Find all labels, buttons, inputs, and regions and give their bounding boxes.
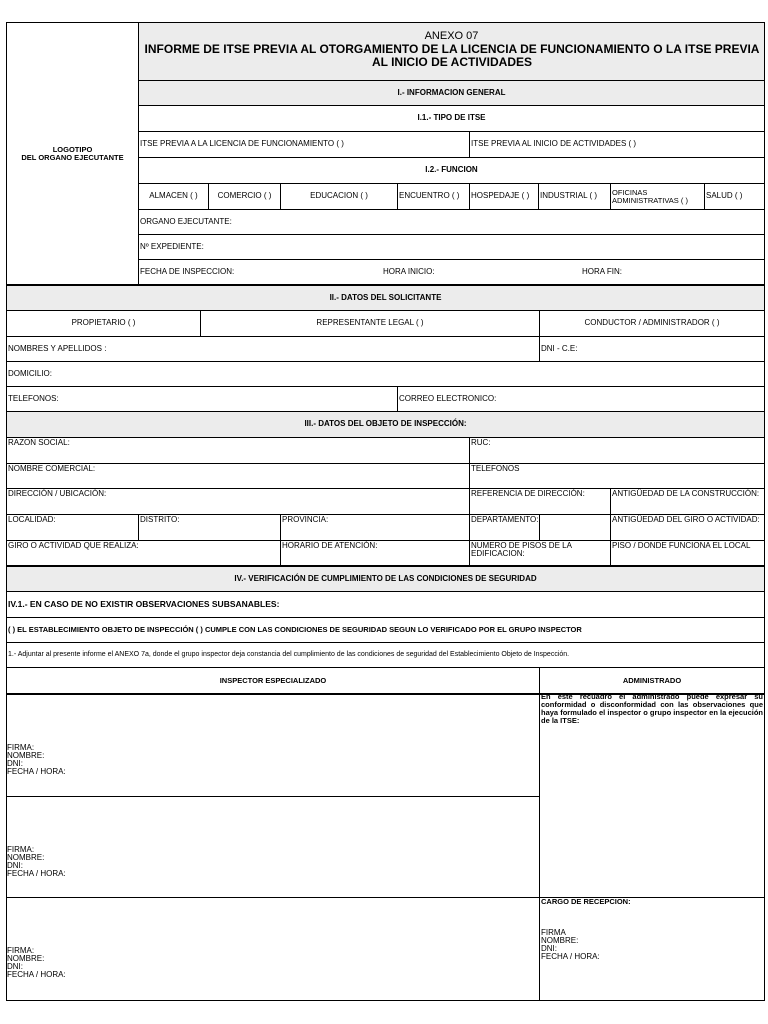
dni-label: DNI: <box>7 759 23 768</box>
propietario-option[interactable]: PROPIETARIO ( ) <box>71 318 136 328</box>
fecha-hora-label: FECHA / HORA: <box>541 952 600 961</box>
anexo-note: 1.- Adjuntar al presente informe el ANEXO 7a, donde el grupo inspector deja constancia del cumplimiento de las condiciones de seguridad del Establecimiento Objeto de Inspección. <box>8 651 570 659</box>
section-2-title: II.- DATOS DEL SOLICITANTE <box>7 286 764 310</box>
funcion-oficinas[interactable] <box>611 187 704 207</box>
correo-field[interactable]: CORREO ELECTRONICO: <box>399 393 497 403</box>
hora-inicio-field[interactable]: HORA INICIO: <box>383 266 435 276</box>
fecha-hora-label: FECHA / HORA: <box>7 767 66 776</box>
distrito-field[interactable]: DISTRITO: <box>140 515 180 524</box>
nombres-field[interactable]: NOMBRES Y APELLIDOS : <box>8 343 107 353</box>
nombre-label: NOMBRE: <box>7 751 45 760</box>
administrado-signature[interactable] <box>540 929 740 963</box>
antiguedad-giro-field[interactable]: ANTIGÜEDAD DEL GIRO O ACTIVIDAD: <box>612 515 760 524</box>
pisos-field[interactable]: NUMERO DE PISOS DE LA EDIFICACION: <box>471 541 572 559</box>
logo-line2: DEL ORGANO EJECUTANTE <box>21 153 124 162</box>
nombre-label: NOMBRE: <box>7 954 45 963</box>
fecha-inspeccion-field[interactable]: FECHA DE INSPECCION: <box>140 266 235 276</box>
inspector-header: INSPECTOR ESPECIALIZADO <box>219 675 327 685</box>
funcion-salud[interactable]: SALUD ( ) <box>706 191 743 201</box>
departamento-field[interactable]: DEPARTAMENTO: <box>471 515 539 524</box>
funcion-encuentro[interactable]: ENCUENTRO ( ) <box>399 191 460 201</box>
inspector-signature-3[interactable] <box>7 947 207 981</box>
section-4-title: IV.- VERIFICACIÓN DE CUMPLIMIENTO DE LAS CONDICIONES DE SEGURIDAD <box>7 567 764 591</box>
section-1-title: I.- INFORMACION GENERAL <box>139 81 764 105</box>
itse-inicio-option[interactable]: ITSE PREVIA AL INICIO DE ACTIVIDADES ( ) <box>471 139 637 149</box>
logo-line1: LOGOTIPO <box>52 145 93 155</box>
logo-placeholder <box>7 140 138 168</box>
dni-field[interactable]: DNI - C.E: <box>541 343 578 353</box>
giro-field[interactable]: GIRO O ACTIVIDAD QUE REALIZA: <box>8 541 139 550</box>
referencia-field[interactable]: REFERENCIA DE DIRECCIÓN: <box>471 489 585 498</box>
fecha-hora-label: FECHA / HORA: <box>7 869 66 878</box>
tipo-itse-title: I.1.- TIPO DE ITSE <box>417 113 486 123</box>
oficinas-line2: ADMINISTRATIVAS ( ) <box>612 196 688 205</box>
telefonos-field[interactable]: TELEFONOS: <box>8 393 59 403</box>
representante-option[interactable]: REPRESENTANTE LEGAL ( ) <box>316 318 424 328</box>
firma-label: FIRMA <box>541 929 566 937</box>
page-title: INFORME DE ITSE PREVIA AL OTORGAMIENTO DE LA LICENCIA DE FUNCIONAMIENTO O LA ITSE PREVIA AL INICIO DE ACTIVIDADES <box>144 42 760 69</box>
funcion-almacen[interactable]: ALMACEN ( ) <box>149 191 198 201</box>
inspector-signature-2[interactable] <box>7 846 207 880</box>
funcion-title: I.2.- FUNCION <box>425 165 478 175</box>
horario-field[interactable]: HORARIO DE ATENCIÓN: <box>282 541 378 550</box>
domicilio-field[interactable]: DOMICILIO: <box>8 368 53 378</box>
cargo-recepcion-label: CARGO DE RECEPCION: <box>541 898 631 906</box>
inspector-signature-1[interactable] <box>7 744 207 778</box>
direccion-field[interactable]: DIRECCIÓN / UBICACIÓN: <box>8 489 107 498</box>
observaciones-subtitle: IV.1.- EN CASO DE NO EXISTIR OBSERVACIONES SUBSANABLES: <box>8 599 280 610</box>
funcion-industrial[interactable]: INDUSTRIAL ( ) <box>540 191 598 201</box>
telefonos-objeto-field[interactable]: TELEFONOS <box>471 464 520 473</box>
razon-social-field[interactable]: RAZON SOCIAL: <box>8 438 70 447</box>
nombre-comercial-field[interactable]: NOMBRE COMERCIAL: <box>8 464 96 473</box>
dni-label: DNI: <box>7 861 23 870</box>
firma-label: FIRMA: <box>7 846 35 854</box>
firma-label: FIRMA: <box>7 744 35 752</box>
cumple-statement[interactable]: ( ) EL ESTABLECIMIENTO OBJETO DE INSPECCIÓN ( ) CUMPLE CON LAS CONDICIONES DE SEGURIDAD SEGUN LO VERIFICADO POR EL GRUPO INSPECTOR <box>8 625 582 635</box>
piso-donde-field[interactable]: PISO / DONDE FUNCIONA EL LOCAL <box>612 541 751 550</box>
funcion-comercio[interactable]: COMERCIO ( ) <box>217 191 272 201</box>
expediente-field[interactable]: Nº EXPEDIENTE: <box>140 241 204 251</box>
ruc-field[interactable]: RUC: <box>471 438 491 447</box>
conductor-option[interactable]: CONDUCTOR / ADMINISTRADOR ( ) <box>584 318 720 328</box>
antiguedad-construccion-field[interactable]: ANTIGÜEDAD DE LA CONSTRUCCIÓN: <box>612 489 760 498</box>
dni-label: DNI: <box>541 944 557 953</box>
hora-fin-field[interactable]: HORA FIN: <box>582 266 623 276</box>
administrado-header: ADMINISTRADO <box>622 675 682 685</box>
funcion-hospedaje[interactable]: HOSPEDAJE ( ) <box>471 191 530 201</box>
nombre-label: NOMBRE: <box>7 853 45 862</box>
itse-licencia-option[interactable]: ITSE PREVIA A LA LICENCIA DE FUNCIONAMIENTO ( ) <box>140 139 344 149</box>
funcion-educacion[interactable]: EDUCACION ( ) <box>310 191 368 201</box>
firma-label: FIRMA: <box>7 947 35 955</box>
nombre-label: NOMBRE: <box>541 936 579 945</box>
oficinas-line1: OFICINAS <box>612 188 648 198</box>
localidad-field[interactable]: LOCALIDAD: <box>8 515 56 524</box>
fecha-hora-label: FECHA / HORA: <box>7 970 66 979</box>
provincia-field[interactable]: PROVINCIA: <box>282 515 329 524</box>
dni-label: DNI: <box>7 962 23 971</box>
organo-ejecutante-field[interactable]: ORGANO EJECUTANTE: <box>140 216 232 226</box>
annex-label: ANEXO 07 <box>424 30 479 42</box>
administrado-instructions: En este recuadro el administrado puede expresar su conformidad o disconformidad con las observaciones que haya formulado el inspector o grupo inspector en la ejecución de la ITSE: <box>541 693 763 725</box>
section-3-title: III.- DATOS DEL OBJETO DE INSPECCIÓN: <box>7 412 764 437</box>
